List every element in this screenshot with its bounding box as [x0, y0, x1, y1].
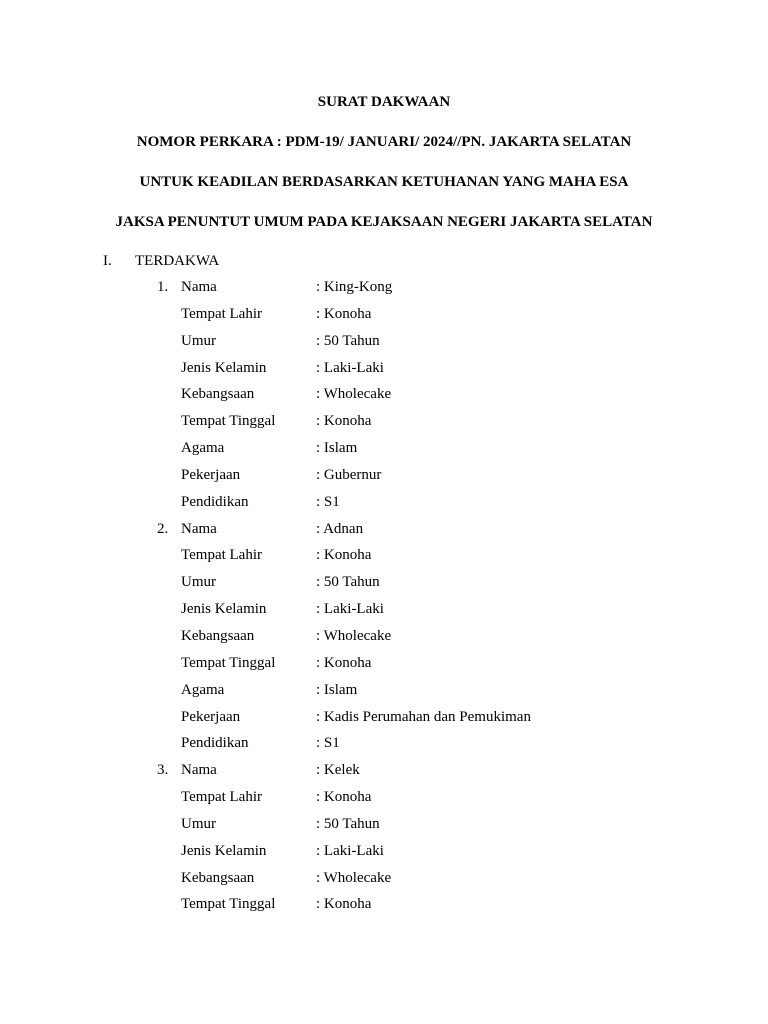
motto: UNTUK KEADILAN BERDASARKAN KETUHANAN YANG MAHA ESA — [139, 174, 629, 190]
field-row — [0, 545, 768, 572]
field-value: : 50 Tahun — [316, 574, 380, 591]
field-value: : S1 — [316, 735, 340, 752]
field-row — [0, 760, 768, 787]
field-label: Tempat Tinggal — [181, 413, 276, 430]
field-label: Agama — [181, 440, 225, 457]
field-label: Nama — [181, 279, 217, 295]
field-value: : Konoha — [316, 896, 372, 913]
field-row — [0, 894, 768, 921]
field-row — [0, 358, 768, 385]
field-label: Tempat Lahir — [181, 547, 262, 564]
field-label: Jenis Kelamin — [181, 842, 267, 859]
field-row — [0, 492, 768, 519]
field-value: : Kelek — [316, 762, 360, 779]
field-value: : Konoha — [316, 305, 372, 322]
field-label: Kebangsaan — [181, 627, 255, 644]
field-value: : Konoha — [316, 654, 372, 671]
field-row — [0, 438, 768, 465]
defendant-list — [0, 277, 768, 921]
field-label: Pekerjaan — [181, 466, 241, 483]
field-label: Umur — [181, 574, 216, 591]
field-label: Umur — [181, 332, 216, 349]
field-value: : Konoha — [316, 789, 372, 806]
field-label: Pekerjaan — [181, 708, 241, 725]
field-row — [0, 599, 768, 626]
field-value: : 50 Tahun — [316, 815, 380, 832]
field-value: : Laki-Laki — [316, 359, 384, 376]
field-row — [0, 304, 768, 331]
field-value: : Gubernur — [316, 466, 382, 483]
field-label: Umur — [181, 815, 216, 832]
field-row — [0, 384, 768, 411]
field-row — [0, 841, 768, 868]
field-label: Tempat Lahir — [181, 305, 262, 322]
section-heading — [103, 251, 219, 271]
field-label: Tempat Tinggal — [181, 896, 276, 913]
section-title: TERDAKWA — [135, 253, 220, 269]
field-row — [0, 331, 768, 358]
field-label: Pendidikan — [181, 493, 249, 510]
field-row — [0, 814, 768, 841]
defendant-number: 1. — [157, 279, 169, 295]
field-value: : Kadis Perumahan dan Pemukiman — [316, 708, 531, 725]
field-row — [0, 626, 768, 653]
field-label: Kebangsaan — [181, 869, 255, 886]
field-label: Nama — [181, 520, 217, 537]
document-title: SURAT DAKWAAN — [317, 94, 451, 110]
case-number: NOMOR PERKARA : PDM-19/ JANUARI/ 2024//PN. JAKARTA SELATAN — [136, 134, 632, 150]
field-value: : Islam — [316, 681, 358, 698]
field-row — [0, 868, 768, 895]
field-value: : Wholecake — [316, 869, 392, 886]
field-row — [0, 653, 768, 680]
defendant-number: 2. — [157, 520, 169, 537]
field-value: : Islam — [316, 440, 358, 457]
field-value: : 50 Tahun — [316, 332, 380, 349]
field-value: : Laki-Laki — [316, 842, 384, 859]
field-row — [0, 411, 768, 438]
field-row — [0, 572, 768, 599]
field-label: Kebangsaan — [181, 386, 255, 403]
field-value: : Laki-Laki — [316, 601, 384, 618]
defendant-number: 3. — [157, 762, 169, 779]
field-label: Jenis Kelamin — [181, 601, 267, 618]
field-row — [0, 277, 768, 304]
field-row — [0, 707, 768, 734]
field-value: : Wholecake — [316, 386, 392, 403]
field-value: : Wholecake — [316, 627, 392, 644]
field-label: Tempat Tinggal — [181, 654, 276, 671]
field-row — [0, 787, 768, 814]
field-value: : Konoha — [316, 413, 372, 430]
field-value: : King-Kong — [316, 279, 393, 295]
prosecutor-office: JAKSA PENUNTUT UMUM PADA KEJAKSAAN NEGERI JAKARTA SELATAN — [115, 214, 653, 230]
field-label: Tempat Lahir — [181, 789, 262, 806]
field-value: : Konoha — [316, 547, 372, 564]
field-row — [0, 733, 768, 760]
field-value: : S1 — [316, 493, 340, 510]
field-row — [0, 465, 768, 492]
field-label: Agama — [181, 681, 225, 698]
field-row — [0, 519, 768, 546]
field-label: Jenis Kelamin — [181, 359, 267, 376]
section-numeral: I. — [103, 253, 112, 269]
field-value: : Adnan — [316, 520, 364, 537]
field-label: Pendidikan — [181, 735, 249, 752]
field-row — [0, 680, 768, 707]
field-label: Nama — [181, 762, 217, 779]
